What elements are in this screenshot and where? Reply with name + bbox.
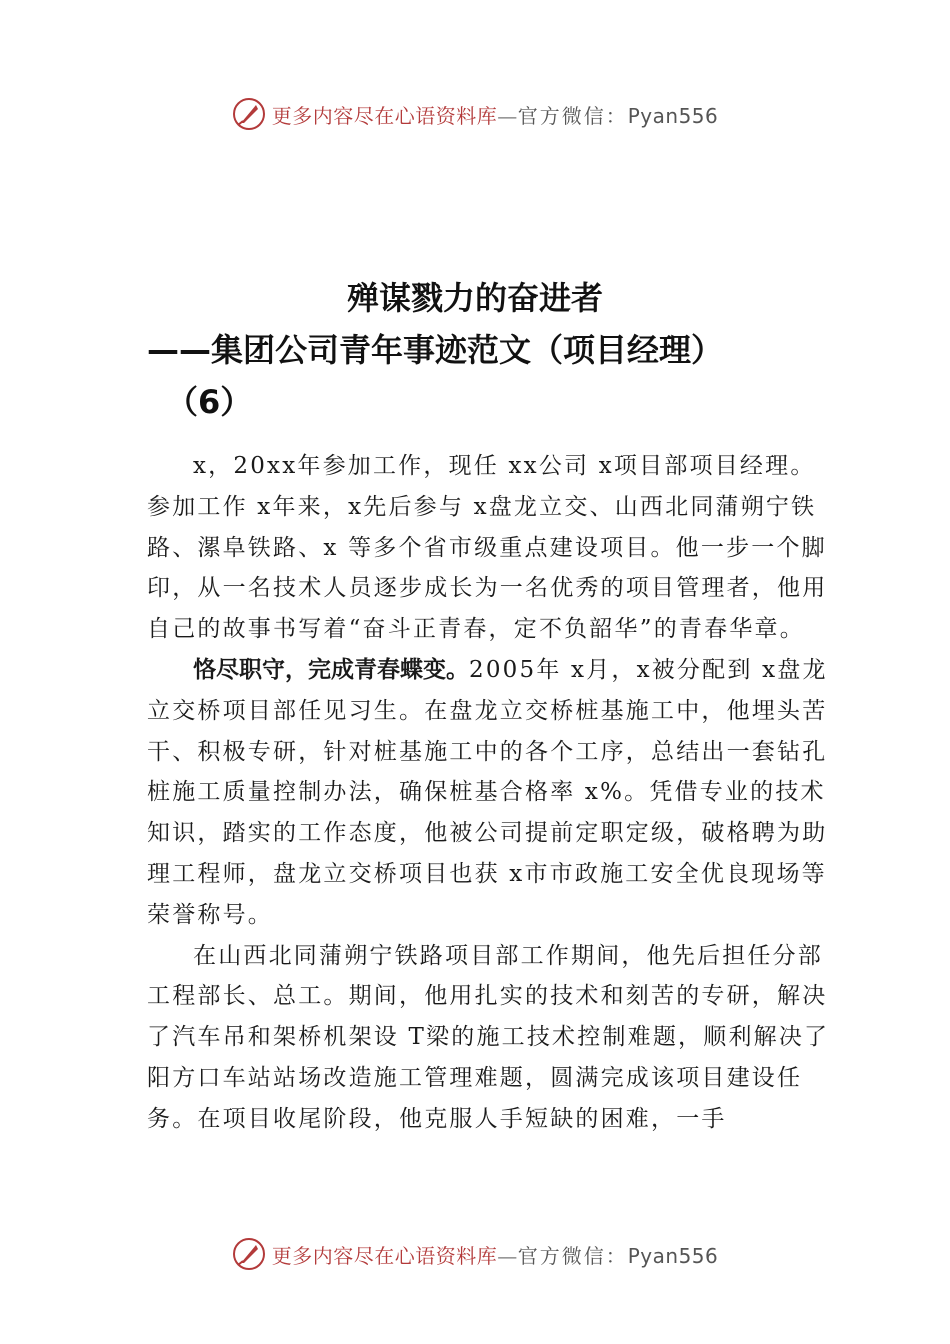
footer-banner xyxy=(0,1234,950,1274)
feather-pen-logo-icon xyxy=(232,97,266,131)
feather-pen-logo-icon xyxy=(232,1237,266,1271)
title-number: （6） xyxy=(166,383,253,421)
banner-text: 更多内容尽在心语资料库—官方微信：Pyan556 xyxy=(271,1243,719,1268)
paragraph-2: 恪尽职守，完成青春蝶变。2005年 x月，x被分配到 x盘龙立交桥项目部任见习生。在盘龙立交桥桩基施工中，他埋头苦干、积极专研，针对桩基施工中的各个工序，总结出一套钻孔桩施工质量控制办法，确保桩基合格率 x%。凭借专业的技术知识，踏实的工作态度，他被公司提前定职定级，破格聘为助理工程师，盘龙立交桥项目也获 x市市政施工安全优良现场等荣誉称号。 xyxy=(147,656,828,928)
paragraph-1: x，20xx年参加工作，现任 xx公司 x项目部项目经理。参加工作 x年来，x先后参与 x盘龙立交、山西北同蒲朔宁铁路、漯阜铁路、x 等多个省市级重点建设项目。他一步一个脚印，从一名技术人员逐步成长为一名优秀的项目管理者，他用自己的故事书写着“奋斗正青春，定不负韶华”的青春华章。 xyxy=(147,453,828,643)
document-title xyxy=(0,272,950,428)
banner-text: 更多内容尽在心语资料库—官方微信：Pyan556 xyxy=(271,103,719,128)
paragraph-lead: 恪尽职守，完成青春蝶变。 xyxy=(193,656,469,683)
article-body xyxy=(147,446,837,1140)
title-main: 殚谋戮力的奋进者 xyxy=(346,279,603,317)
title-subtitle: ——集团公司青年事迹范文（项目经理） xyxy=(147,331,724,369)
paragraph-3: 在山西北同蒲朔宁铁路项目部工作期间，他先后担任分部工程部长、总工。期间，他用扎实的技术和刻苦的专研，解决了汽车吊和架桥机架设 T梁的施工技术控制难题，顺利解决了阳方口车站站场改造施工管理难题，圆满完成该项目建设任务。在项目收尾阶段，他克服人手短缺的困难，一手 xyxy=(147,942,830,1132)
header-banner xyxy=(0,94,950,134)
